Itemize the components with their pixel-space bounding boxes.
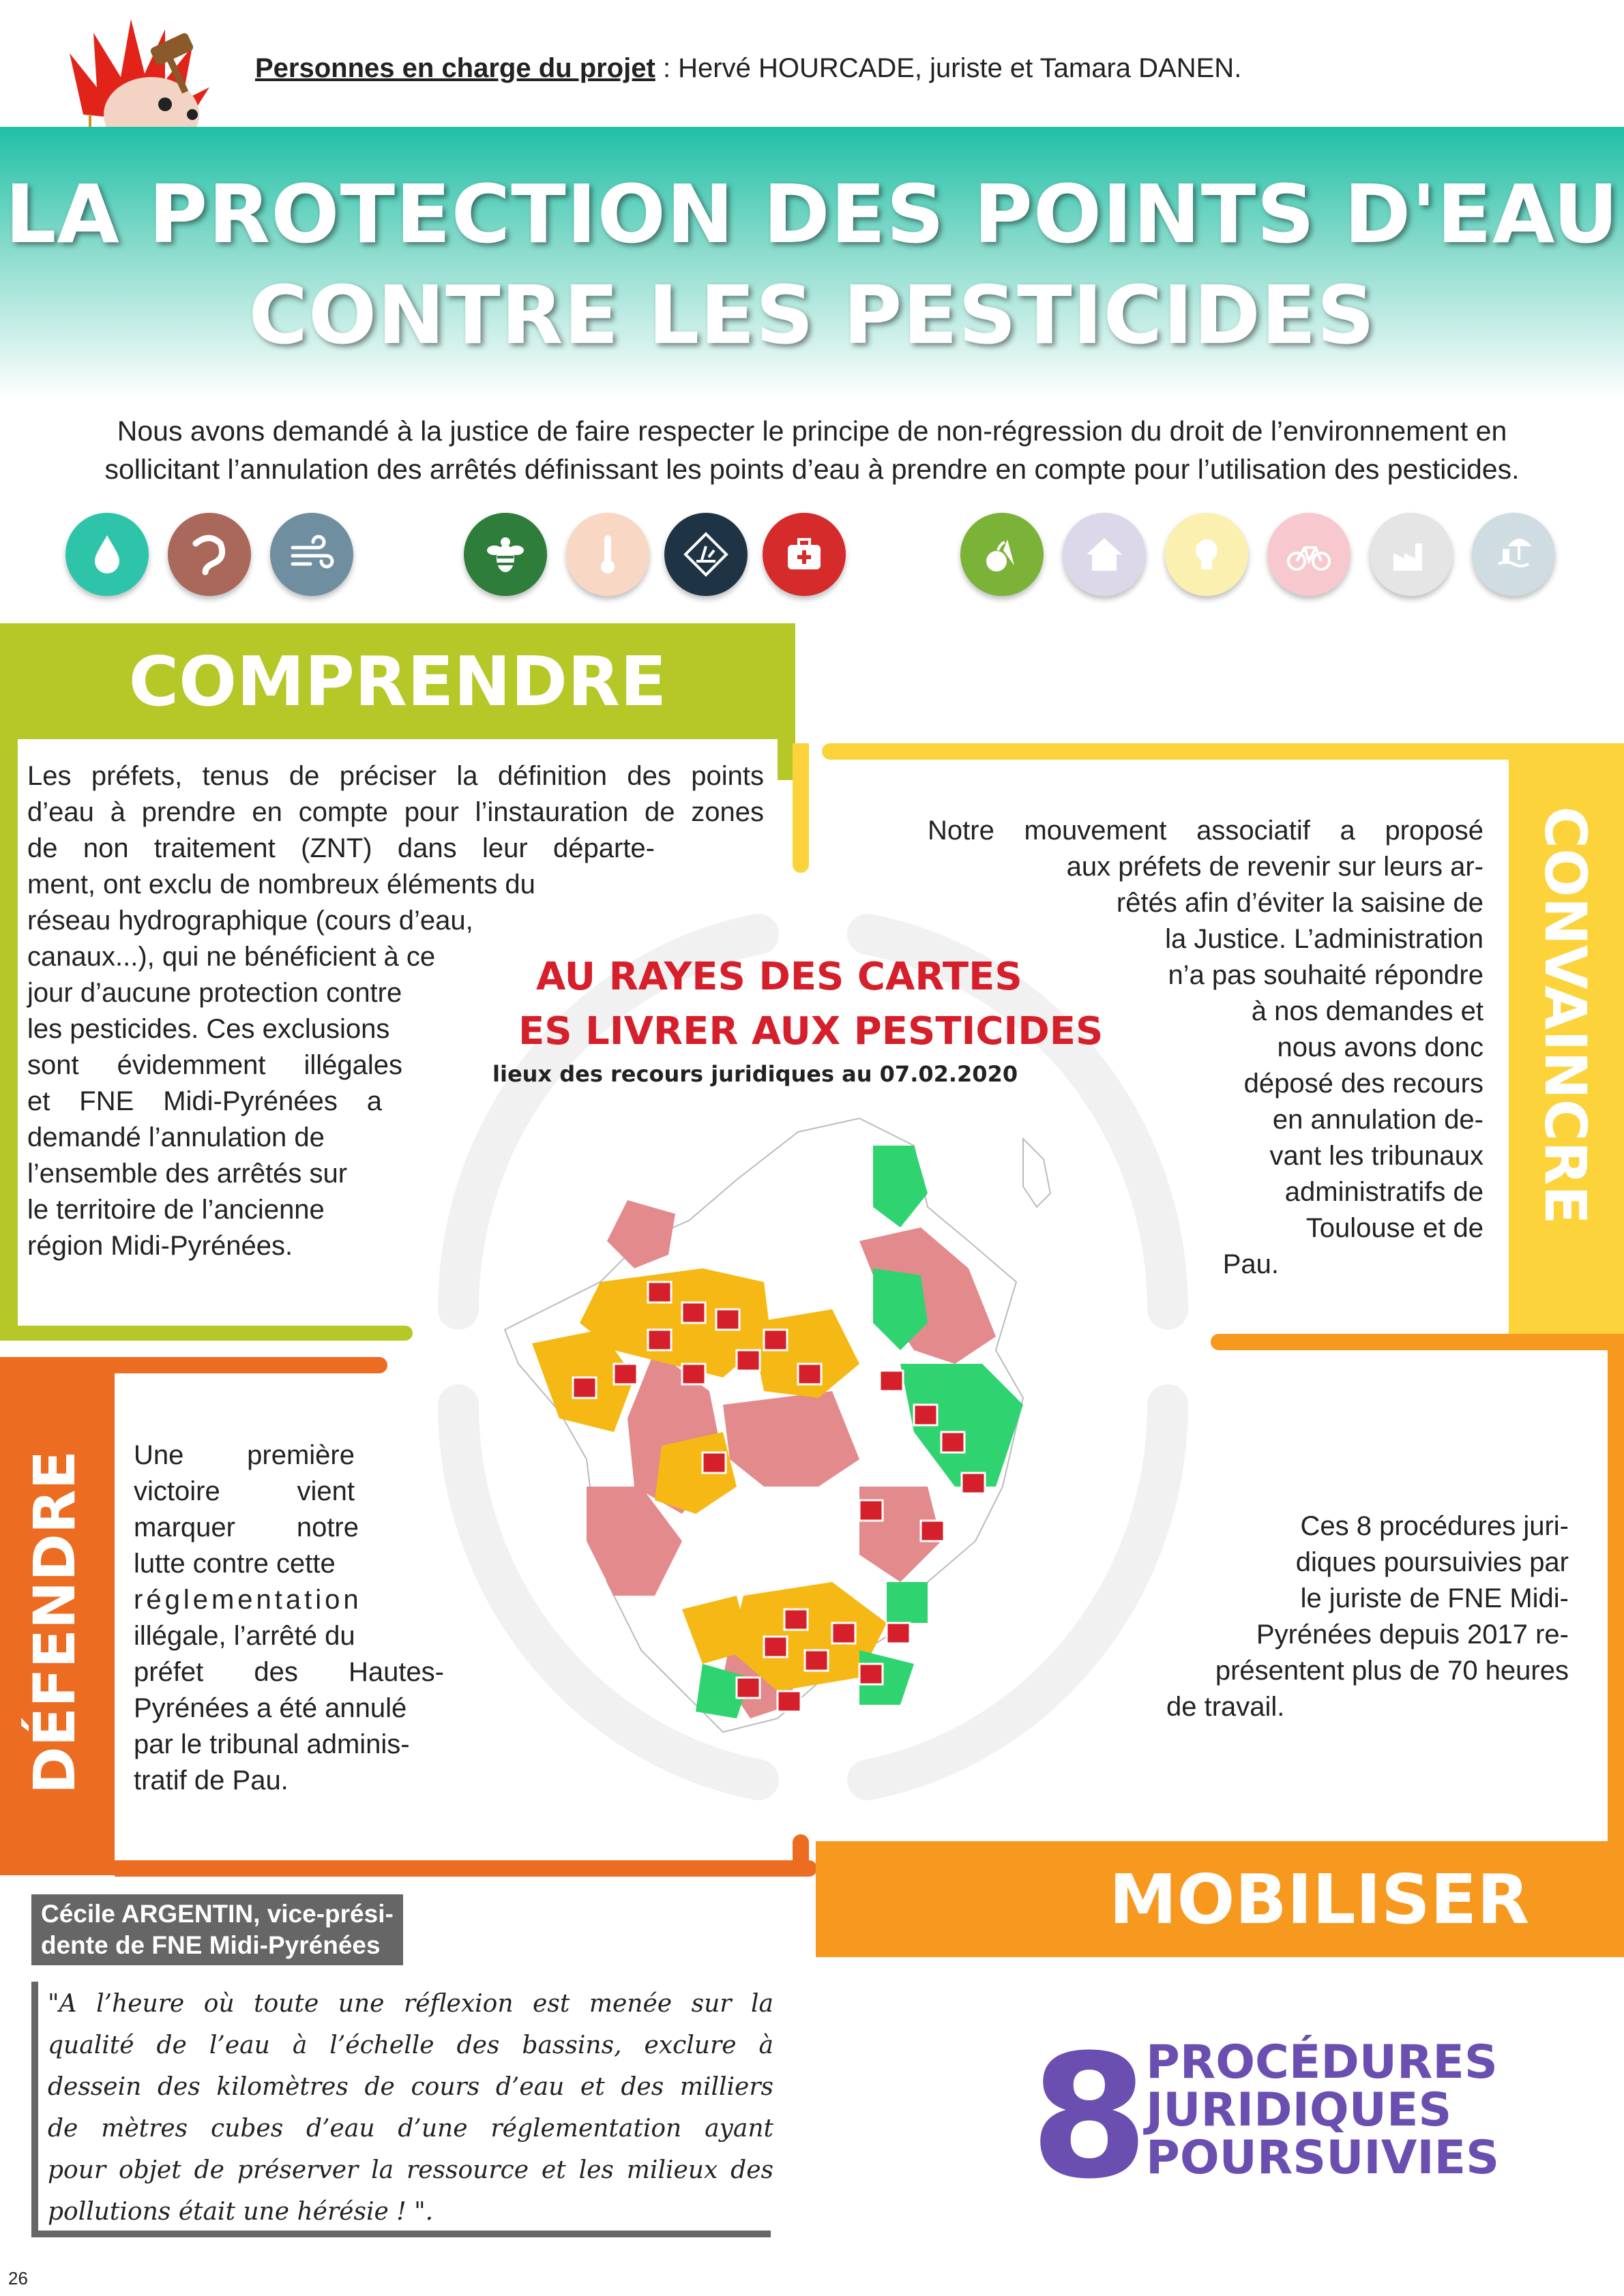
comprendre-line: et FNE Midi-Pyrénées a: [27, 1086, 382, 1116]
quote-author-line1: Cécile ARGENTIN, vice-prési-: [41, 1900, 394, 1928]
factory-icon: [1370, 513, 1453, 596]
defendre-line: Une première: [134, 1440, 355, 1470]
stat-label: [1146, 2036, 1500, 2185]
wind-icon: [270, 513, 353, 596]
page-title-line2: CONTRE LES PESTICIDES: [248, 268, 1376, 362]
mobiliser-line: diques poursuivies par: [1295, 1547, 1569, 1577]
project-persons: [255, 53, 1241, 84]
worm-icon: [168, 513, 251, 596]
defendre-line: illégale, l’arrêté du: [134, 1621, 355, 1651]
defendre-frame-right: [793, 1834, 809, 1877]
quote-line: "A l’heure où toute une réflexion est menée sur la: [48, 1990, 773, 2018]
france-map: [477, 1105, 1091, 1759]
comprendre-line: canaux...), qui ne bénéficient à ce: [27, 942, 436, 972]
first-aid-kit-icon: [763, 513, 846, 596]
convaincre-line: rêtés afin d’éviter la saisine de: [1116, 888, 1483, 918]
page-number: 26: [8, 2268, 28, 2288]
convaincre-line: à nos demandes et: [1251, 996, 1483, 1026]
comprendre-line: demandé l’annulation de: [27, 1122, 325, 1152]
comprendre-line: ment, ont exclu de nombreux éléments du: [27, 869, 535, 899]
thermometer-icon: [566, 513, 649, 596]
page-title: [0, 164, 1624, 366]
defendre-line: marquer notre: [134, 1512, 359, 1542]
intro-line1: Nous avons demandé à la justice de faire respecter le principe de non-régression du droit de l’environnement en: [117, 415, 1507, 447]
convaincre-line: Pau.: [1222, 1249, 1279, 1279]
convaincre-line: Notre mouvement associatif a proposé: [928, 816, 1483, 846]
mobiliser-line: Pyrénées depuis 2017 re-: [1256, 1620, 1569, 1650]
convaincre-frame-top: [822, 743, 1509, 760]
comprendre-line: le territoire de l’ancienne: [27, 1195, 325, 1225]
intro-text: [41, 412, 1583, 488]
stat-label-line1: PROCÉDURES: [1146, 2036, 1498, 2089]
house-icon: [1063, 513, 1146, 596]
convaincre-line: en annulation de-: [1272, 1105, 1483, 1135]
quote-line: pour objet de préserver la ressource et les milieux des: [48, 2156, 773, 2184]
convaincre-line: vant les tribunaux: [1269, 1141, 1483, 1171]
lightbulb-icon: [1165, 513, 1248, 596]
defendre-title: DÉFENDRE: [21, 1450, 88, 1794]
defendre-line: tratif de Pau.: [134, 1765, 289, 1795]
intro-line2: sollicitant l’annulation des arrêtés définissant les points d’eau à prendre en compte pour l’utilisation des pesticides.: [104, 453, 1520, 485]
quote-author: [31, 1894, 403, 1965]
mobiliser-frame-right: [1608, 1334, 1624, 1879]
defendre-line: Pyrénées a été annulé: [134, 1693, 407, 1723]
comprendre-line: jour d’aucune protection contre: [27, 978, 402, 1008]
comprendre-line: les pesticides. Ces exclusions: [27, 1014, 390, 1044]
defendre-frame-top: [115, 1357, 387, 1373]
convaincre-title: CONVAINCRE: [1532, 806, 1599, 1225]
comprendre-line: région Midi-Pyrénées.: [27, 1231, 293, 1261]
mobiliser-line: de travail.: [1166, 1692, 1285, 1722]
comprendre-line: Les préfets, tenus de préciser la définition des points: [27, 761, 764, 791]
comprendre-frame: [0, 739, 18, 1332]
mobiliser-title: MOBILISER: [1109, 1859, 1530, 1939]
vegetables-icon: [960, 513, 1044, 596]
quote-line: pollutions était une hérésie ! ".: [48, 2198, 434, 2226]
quote-line: dessein des kilomètres de cours d’eau et des milliers: [48, 2073, 773, 2101]
quote-author-line2: dente de FNE Midi-Pyrénées: [41, 1931, 381, 1959]
stat-label-line3: POURSUIVIES: [1146, 2131, 1500, 2185]
convaincre-line: aux préfets de revenir sur leurs ar-: [1066, 852, 1483, 882]
convaincre-line: Toulouse et de: [1305, 1213, 1483, 1243]
persons-label: Personnes en charge du projet: [255, 53, 655, 83]
map-subtitle: lieux des recours juridiques au 07.02.2020: [492, 1061, 1018, 1087]
hazard-diamond-icon: [664, 513, 748, 596]
map-title-2: ES LIVRER AUX PESTICIDES: [518, 1009, 1104, 1054]
stat-number: 8: [1030, 2018, 1149, 2216]
comprendre-line: réseau hydrographique (cours d’eau,: [27, 906, 473, 936]
convaincre-line: déposé des recours: [1243, 1069, 1483, 1099]
defendre-line: réglementation: [134, 1585, 362, 1615]
mobiliser-line: présentent plus de 70 heures: [1215, 1656, 1569, 1686]
quote-line: qualité de l’eau à l’échelle des bassins, exclure à: [48, 2031, 773, 2059]
defendre-line: lutte contre cette: [134, 1549, 336, 1579]
comprendre-line: d’eau à prendre en compte pour l’instauration de zones: [27, 797, 764, 827]
page-title-line1: LA PROTECTION DES POINTS D'EAU: [5, 167, 1619, 261]
stat-label-line2: JURIDIQUES: [1146, 2083, 1452, 2137]
mobiliser-frame-top: [1211, 1334, 1624, 1350]
theme-icons-row: [0, 513, 1624, 601]
convaincre-line: administratifs de: [1284, 1177, 1483, 1207]
convaincre-frame-left: [793, 743, 809, 873]
bee-icon: [464, 513, 547, 596]
comprendre-title: COMPRENDRE: [128, 641, 667, 721]
map-title-1: AU RAYES DES CARTES: [536, 955, 1022, 999]
comprendre-line: sont évidemment illégales: [27, 1050, 402, 1080]
defendre-line: préfet des Hautes-: [134, 1657, 444, 1687]
quote-text: [48, 1983, 773, 2233]
defendre-line: victoire vient: [134, 1476, 355, 1506]
defendre-line: par le tribunal adminis-: [134, 1729, 410, 1759]
convaincre-line: la Justice. L’administration: [1165, 924, 1483, 954]
convaincre-line: n’a pas souhaité répondre: [1168, 960, 1483, 990]
comprendre-line: l’ensemble des arrêtés sur: [27, 1159, 348, 1189]
bicycle-icon: [1267, 513, 1350, 596]
persons-text: : Hervé HOURCADE, juriste et Tamara DANEN.: [655, 53, 1242, 83]
comprendre-bottom-bar: [0, 1326, 413, 1341]
quote-border-left: [31, 1982, 38, 2237]
defendre-frame-bottom: [115, 1860, 817, 1877]
quote-line: de mètres cubes d’eau d’une réglementation ayant: [48, 2115, 773, 2143]
beach-icon: [1472, 513, 1555, 596]
mobiliser-line: Ces 8 procédures juri-: [1300, 1511, 1569, 1541]
mobiliser-line: le juriste de FNE Midi-: [1300, 1583, 1569, 1613]
comprendre-line: de non traitement (ZNT) dans leur départe-: [27, 833, 655, 863]
water-drop-icon: [65, 513, 149, 596]
convaincre-line: nous avons donc: [1277, 1032, 1483, 1062]
